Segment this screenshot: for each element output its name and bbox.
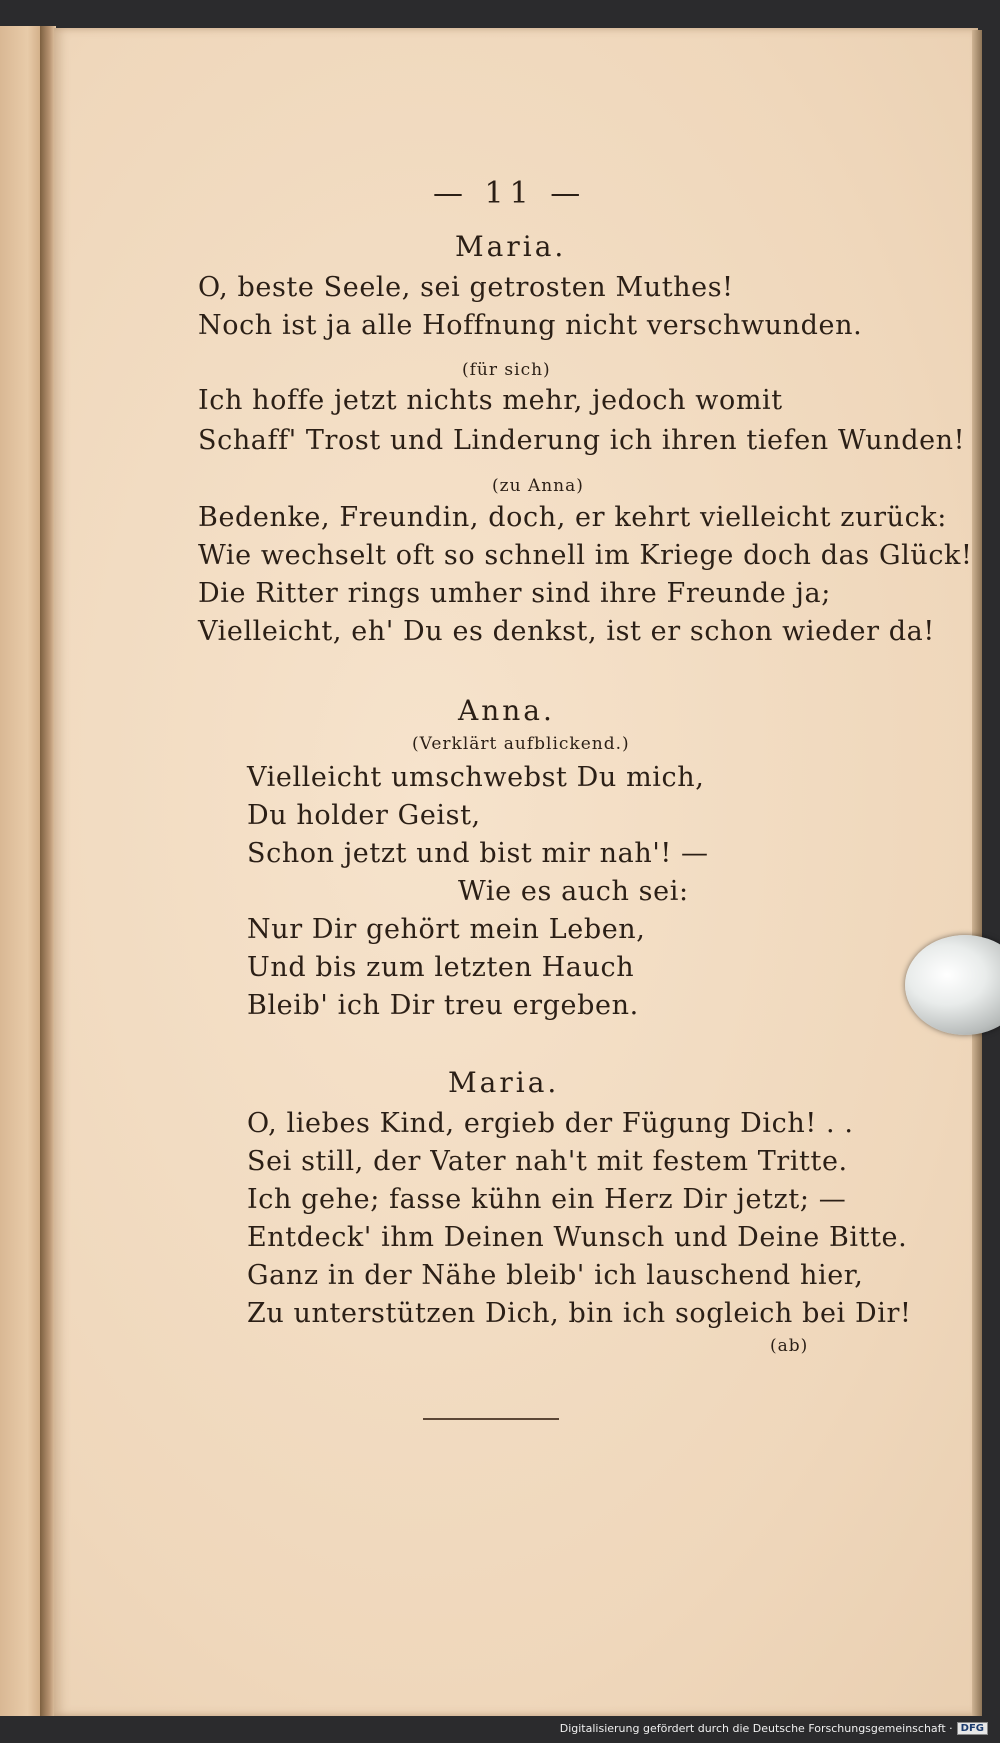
verse-line: Bedenke, Freundin, doch, er kehrt vielleicht zurück: — [198, 502, 947, 533]
verse-line: Zu unterstützen Dich, bin ich sogleich bei Dir! — [247, 1298, 912, 1329]
end-rule — [423, 1418, 559, 1420]
page-edge-right — [972, 30, 982, 1716]
stage-direction-exit: (ab) — [770, 1336, 809, 1356]
stage-direction: (Verklärt aufblickend.) — [412, 734, 630, 754]
verse-line: Sei still, der Vater nah't mit festem Tritte. — [247, 1146, 848, 1177]
footer-credit — [560, 1722, 988, 1735]
verse-line: Ganz in der Nähe bleib' ich lauschend hier, — [247, 1260, 864, 1291]
verse-line: Du holder Geist, — [247, 800, 481, 831]
dfg-logo: DFG — [957, 1722, 988, 1735]
verse-line: O, liebes Kind, ergieb der Fügung Dich! . . — [247, 1108, 854, 1139]
speaker-anna: Anna. — [458, 694, 555, 727]
speaker-maria-2: Maria. — [448, 1066, 560, 1099]
verse-line: Vielleicht, eh' Du es denkst, ist er schon wieder da! — [198, 616, 935, 647]
page-number: — 11 — — [433, 176, 587, 211]
verse-line: Ich gehe; fasse kühn ein Herz Dir jetzt; — — [247, 1184, 847, 1215]
verse-line: Noch ist ja alle Hoffnung nicht verschwunden. — [198, 310, 863, 341]
stage-direction: (für sich) — [462, 360, 551, 380]
verse-line: Und bis zum letzten Hauch — [247, 952, 635, 983]
verse-line: Wie wechselt oft so schnell im Kriege doch das Glück! — [198, 540, 973, 571]
verse-line: Ich hoffe jetzt nichts mehr, jedoch womit — [198, 385, 783, 416]
verse-line: Bleib' ich Dir treu ergeben. — [247, 990, 639, 1021]
verse-line: Vielleicht umschwebst Du mich, — [247, 762, 705, 793]
speaker-maria-1: Maria. — [455, 230, 567, 263]
verse-line: Nur Dir gehört mein Leben, — [247, 914, 646, 945]
verse-line: Die Ritter rings umher sind ihre Freunde ja; — [198, 578, 831, 609]
verse-line: O, beste Seele, sei getrosten Muthes! — [198, 272, 734, 303]
footer-text: Digitalisierung gefördert durch die Deutsche Forschungsgemeinschaft · — [559, 1722, 953, 1735]
verse-line: Wie es auch sei: — [458, 876, 689, 907]
stage-direction: (zu Anna) — [492, 476, 584, 496]
verse-line: Schon jetzt und bist mir nah'! — — [247, 838, 709, 869]
verse-line: Entdeck' ihm Deinen Wunsch und Deine Bitte. — [247, 1222, 908, 1253]
verse-line: Schaff' Trost und Linderung ich ihren tiefen Wunden! — [198, 425, 966, 456]
